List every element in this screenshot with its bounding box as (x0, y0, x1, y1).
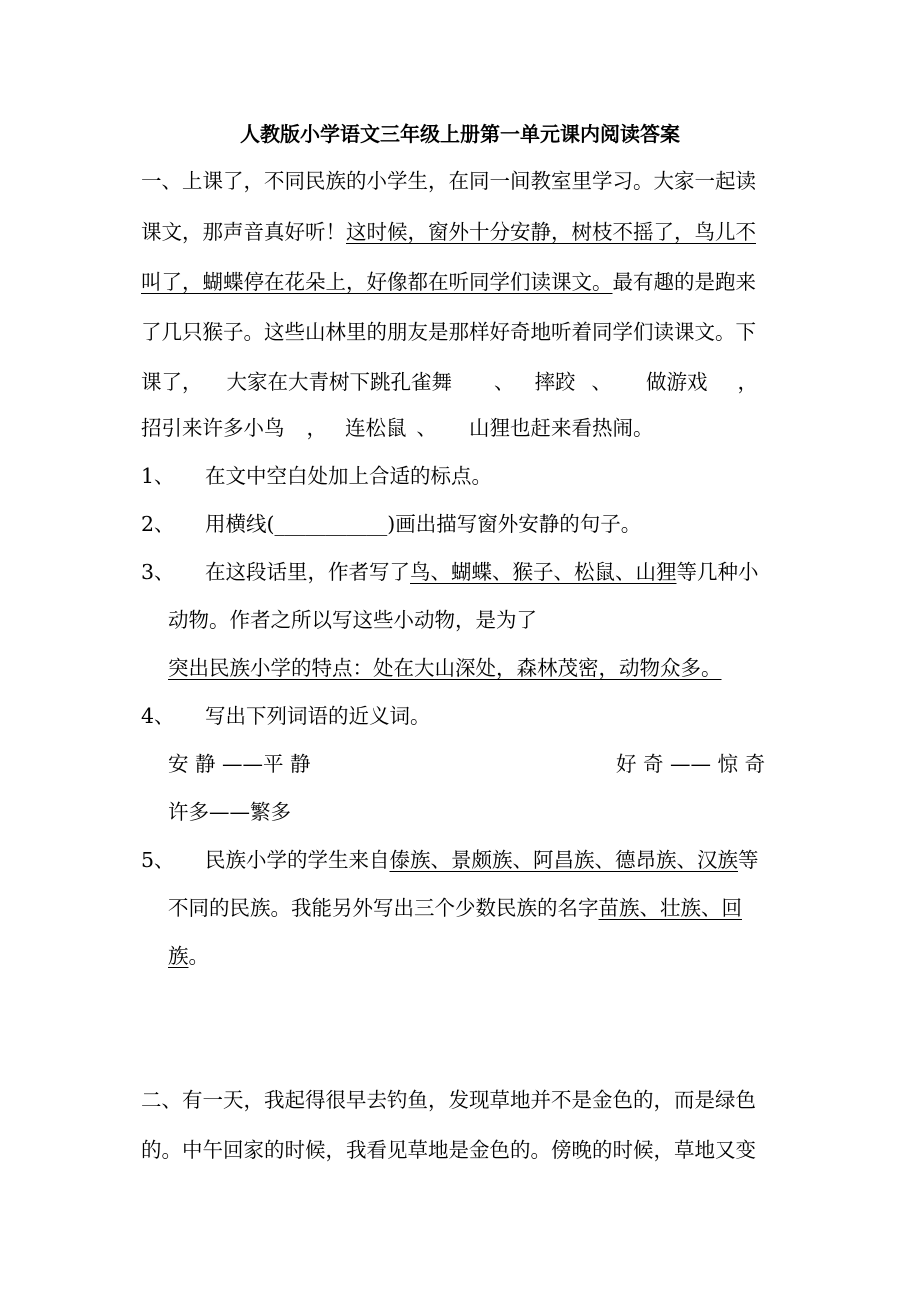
question-2 (141, 510, 641, 538)
question-number: 1、 (141, 464, 175, 488)
question-number: 4、 (141, 704, 175, 728)
question-3-answer (168, 654, 722, 682)
question-1 (141, 462, 492, 490)
question-5-line-2 (168, 894, 742, 922)
passage2-line-2: 的。中午回家的时候，我看见草地是金色的。傍晚的时候，草地又变 (141, 1138, 756, 1162)
question-text: 。 (188, 944, 209, 968)
question-text: 民族小学的学生来自 (205, 848, 390, 872)
passage-text: 课了， (141, 370, 203, 394)
blank-punctuation: 、 (494, 370, 515, 394)
passage1-line-5 (141, 368, 758, 396)
question-text: 等 (738, 848, 759, 872)
question-3 (141, 558, 759, 586)
underlined-sentence: 这时候，窗外十分安静，树枝不摇了，鸟儿不 (346, 220, 756, 244)
answer-underlined: 傣族、景颇族、阿昌族、德昂族、汉族 (389, 848, 738, 872)
passage-text: 最有趣的是跑来 (612, 270, 756, 294)
question-text: 在文中空白处加上合适的标点。 (205, 464, 492, 488)
passage-text: 山狸也赶来看热闹。 (469, 416, 654, 440)
question-5 (141, 846, 759, 874)
blank-punctuation: 、 (591, 370, 612, 394)
synonym-pair-3: 许多——繁多 (168, 800, 291, 824)
passage-text: 大家在大青树下跳孔雀舞 (226, 370, 452, 394)
question-4 (141, 702, 431, 730)
blank-punctuation: 、 (416, 416, 437, 440)
passage1-line-2 (141, 218, 756, 246)
passage1-line-6 (141, 414, 654, 442)
question-number: 2、 (141, 512, 175, 536)
passage-text: 课文，那声音真好听！ (141, 220, 346, 244)
question-text: 写出下列词语的近义词。 (205, 704, 431, 728)
passage2-line-1: 二、有一天，我起得很早去钓鱼，发现草地并不是金色的，而是绿色 (141, 1088, 756, 1112)
question-text: 不同的民族。我能另外写出三个少数民族的名字 (168, 896, 599, 920)
blank-punctuation: ， (306, 416, 327, 440)
question-number: 5、 (141, 848, 175, 872)
underlined-sentence: 叫了，蝴蝶停在花朵上，好像都在听同学们读课文。 (141, 270, 613, 294)
passage1-line-1: 一、上课了，不同民族的小学生，在同一间教室里学习。大家一起读 (141, 169, 756, 193)
page-title: 人教版小学语文三年级上册第一单元课内阅读答案 (240, 122, 680, 146)
passage-text: 摔跤 (534, 370, 576, 394)
synonym-pair-1: 安 静 ——平 静 (168, 752, 311, 776)
answer-underlined: 鸟、蝴蝶、猴子、松鼠、山狸 (410, 560, 677, 584)
passage-text: 连松鼠 (345, 416, 407, 440)
question-5-line-3 (168, 942, 209, 970)
synonym-pair-2: 好 奇 —— 惊 奇 (616, 752, 766, 776)
passage-text: 招引来许多小鸟 (141, 416, 285, 440)
passage1-line-3 (141, 268, 756, 296)
question-text: 在这段话里，作者写了 (205, 560, 410, 584)
question-number: 3、 (141, 560, 175, 584)
answer-underlined: 族 (168, 944, 189, 968)
blank-punctuation: ， (737, 370, 758, 394)
question-text: 用横线(___________)画出描写窗外安静的句子。 (205, 512, 642, 536)
answer-underlined: 苗族、壮族、回 (598, 896, 742, 920)
passage-text: 做游戏 (646, 370, 708, 394)
answer-underlined: 突出民族小学的特点：处在大山深处，森林茂密，动物众多。 (168, 656, 722, 680)
question-text: 等几种小 (676, 560, 759, 584)
question-3-line-2: 动物。作者之所以写这些小动物，是为了 (168, 608, 537, 632)
passage1-line-4: 了几只猴子。这些山林里的朋友是那样好奇地听着同学们读课文。下 (141, 320, 756, 344)
